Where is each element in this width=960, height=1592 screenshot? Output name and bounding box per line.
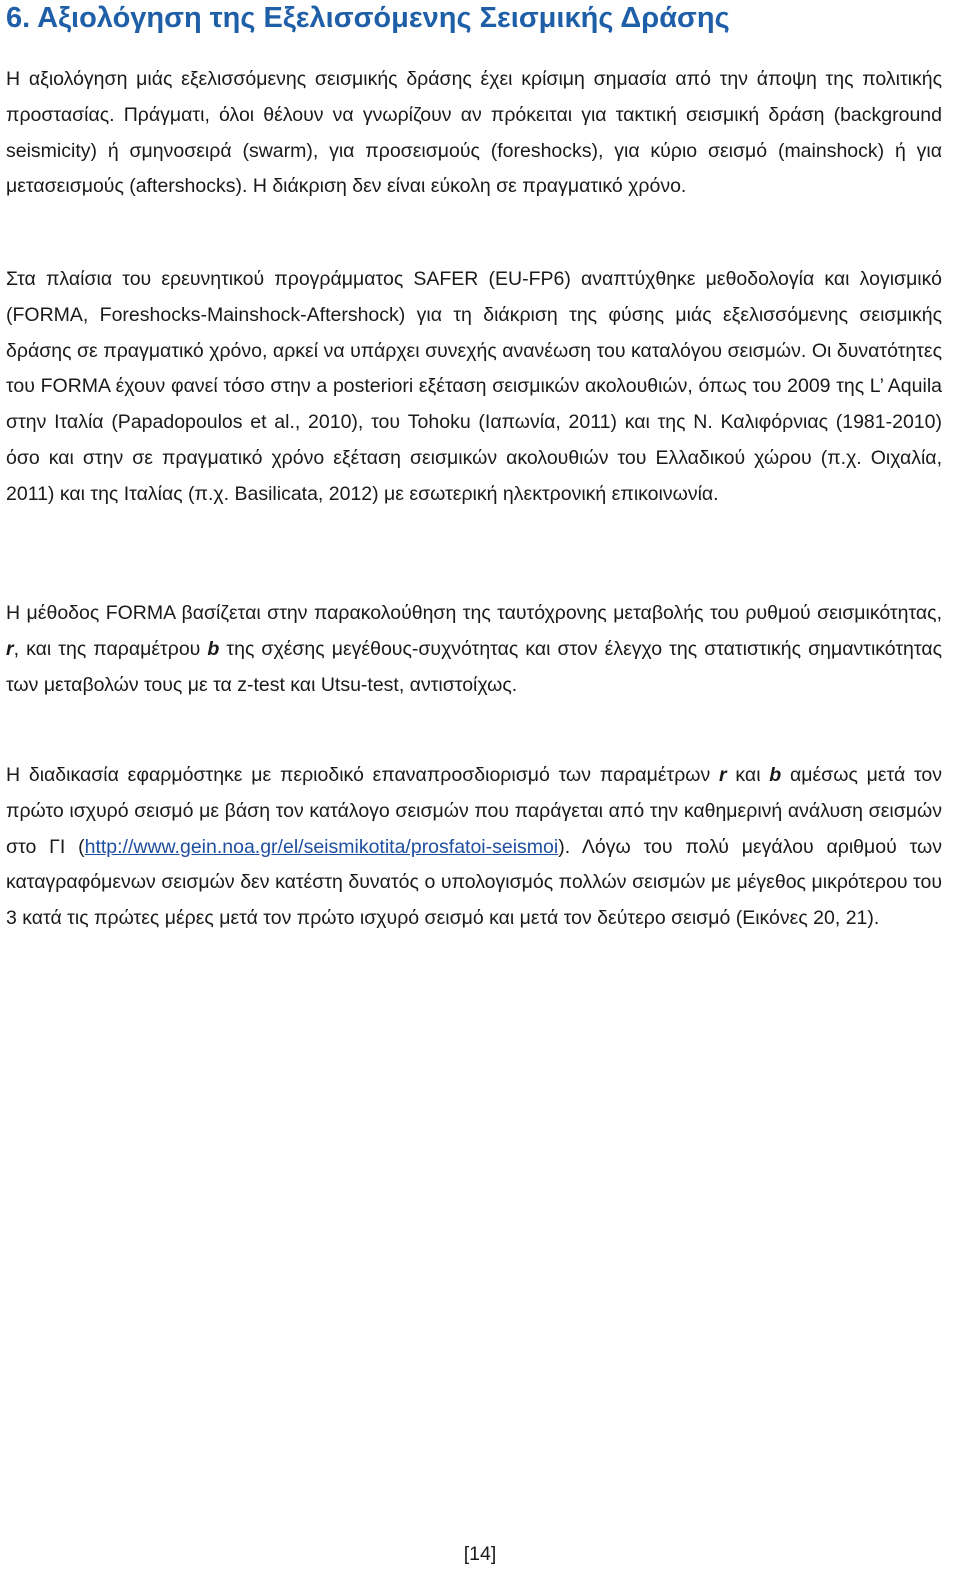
param-b: b: [207, 637, 220, 660]
paragraph-safer-forma: Στα πλαίσια του ερευνητικού προγράμματος SAFER (EU-FP6) αναπτύχθηκε μεθοδολογία και λογισμικό (FORMA, Foreshocks-Mainshock-Aftershock) για τη διάκριση της φύσης μιάς εξελισσόμενης σεισμικής δράσης σε πραγματικό χρόνο, αρκεί να υπάρχει συνεχής ανανέωση του καταλόγου σεισμών. Οι δυνατότητες του FORMA έχουν φανεί τόσο στην a posteriori εξέταση σεισμικών ακολουθιών, όπως του 2009 της L’ Aquila στην Ιταλία (Papadopoulos et al., 2010), του Tohoku (Ιαπωνία, 2011) και της Ν. Καλιφόρνιας (1981-2010) όσο και στην σε πραγματικό χρόνο εξέταση σεισμικών ακολουθιών του Ελλαδικού χώρου (π.χ. Οιχαλία, 2011) και της Ιταλίας (π.χ. Basilicata, 2012) με εσωτερική ηλεκτρονική επικοινωνία.: [6, 268, 942, 505]
page-number: [14]: [463, 1543, 497, 1565]
section-heading: 6. Αξιολόγηση της Εξελισσόμενης Σεισμικής Δράσης: [6, 2, 730, 34]
text-segment: της σχέσης μεγέθους-συχνότητας και στον έλεγχο της στατιστικής σημαντικότητας των μεταβολών τους με τα z-test και Utsu-test, αντιστοίχως.: [6, 637, 942, 696]
text-segment: Η μέθοδος FORMA βασίζεται στην παρακολούθηση της ταυτόχρονης μεταβολής του ρυθμού σεισμικότητας,: [6, 602, 942, 624]
paragraph-forma-method: [6, 596, 942, 703]
text-segment: Η διαδικασία εφαρμόστηκε με περιοδικό επαναπροσδιορισμό των παραμέτρων: [6, 764, 720, 786]
text-segment: αμέσως μετά τον πρώτο ισχυρό σεισμό με βάση τον κατάλογο σεισμών που παράγεται από την καθημερινή ανάλυση σεισμών στο ΓΙ (: [6, 764, 943, 858]
text-segment: ). Λόγω του πολύ μεγάλου αριθμού των καταγραφόμενων σεισμών δεν κατέστη δυνατός ο υπολογισμός πολλών σεισμών με μέγεθος μικρότερου του 3 κατά τις πρώτες μέρες μετά τον πρώτο ισχυρό σεισμό και μετά τον δεύτερο σεισμό (Εικόνες 20, 21).: [6, 835, 942, 930]
param-r: r: [719, 764, 727, 786]
paragraph-intro: Η αξιολόγηση μιάς εξελισσόμενης σεισμικής δράσης έχει κρίσιμη σημασία από την άποψη της πολιτικής προστασίας. Πράγματι, όλοι θέλουν να γνωρίζουν αν πρόκειται για τακτική σεισμική δράση (background seismicity) ή σμηνοσειρά (swarm), για προσεισμούς (foreshocks), για κύριο σεισμό (mainshock) ή για μετασεισμούς (aftershocks). Η διάκριση δεν είναι εύκολη σε πραγματικό χρόνο.: [6, 68, 942, 198]
paragraph-procedure: [6, 758, 942, 937]
param-r: r: [6, 637, 14, 660]
gein-link[interactable]: http://www.gein.noa.gr/el/seismikotita/prosfatoi-seismoi: [84, 835, 559, 858]
text-segment: , και της παραμέτρου: [13, 637, 208, 660]
text-segment: και: [726, 764, 770, 786]
param-b: b: [769, 764, 782, 786]
